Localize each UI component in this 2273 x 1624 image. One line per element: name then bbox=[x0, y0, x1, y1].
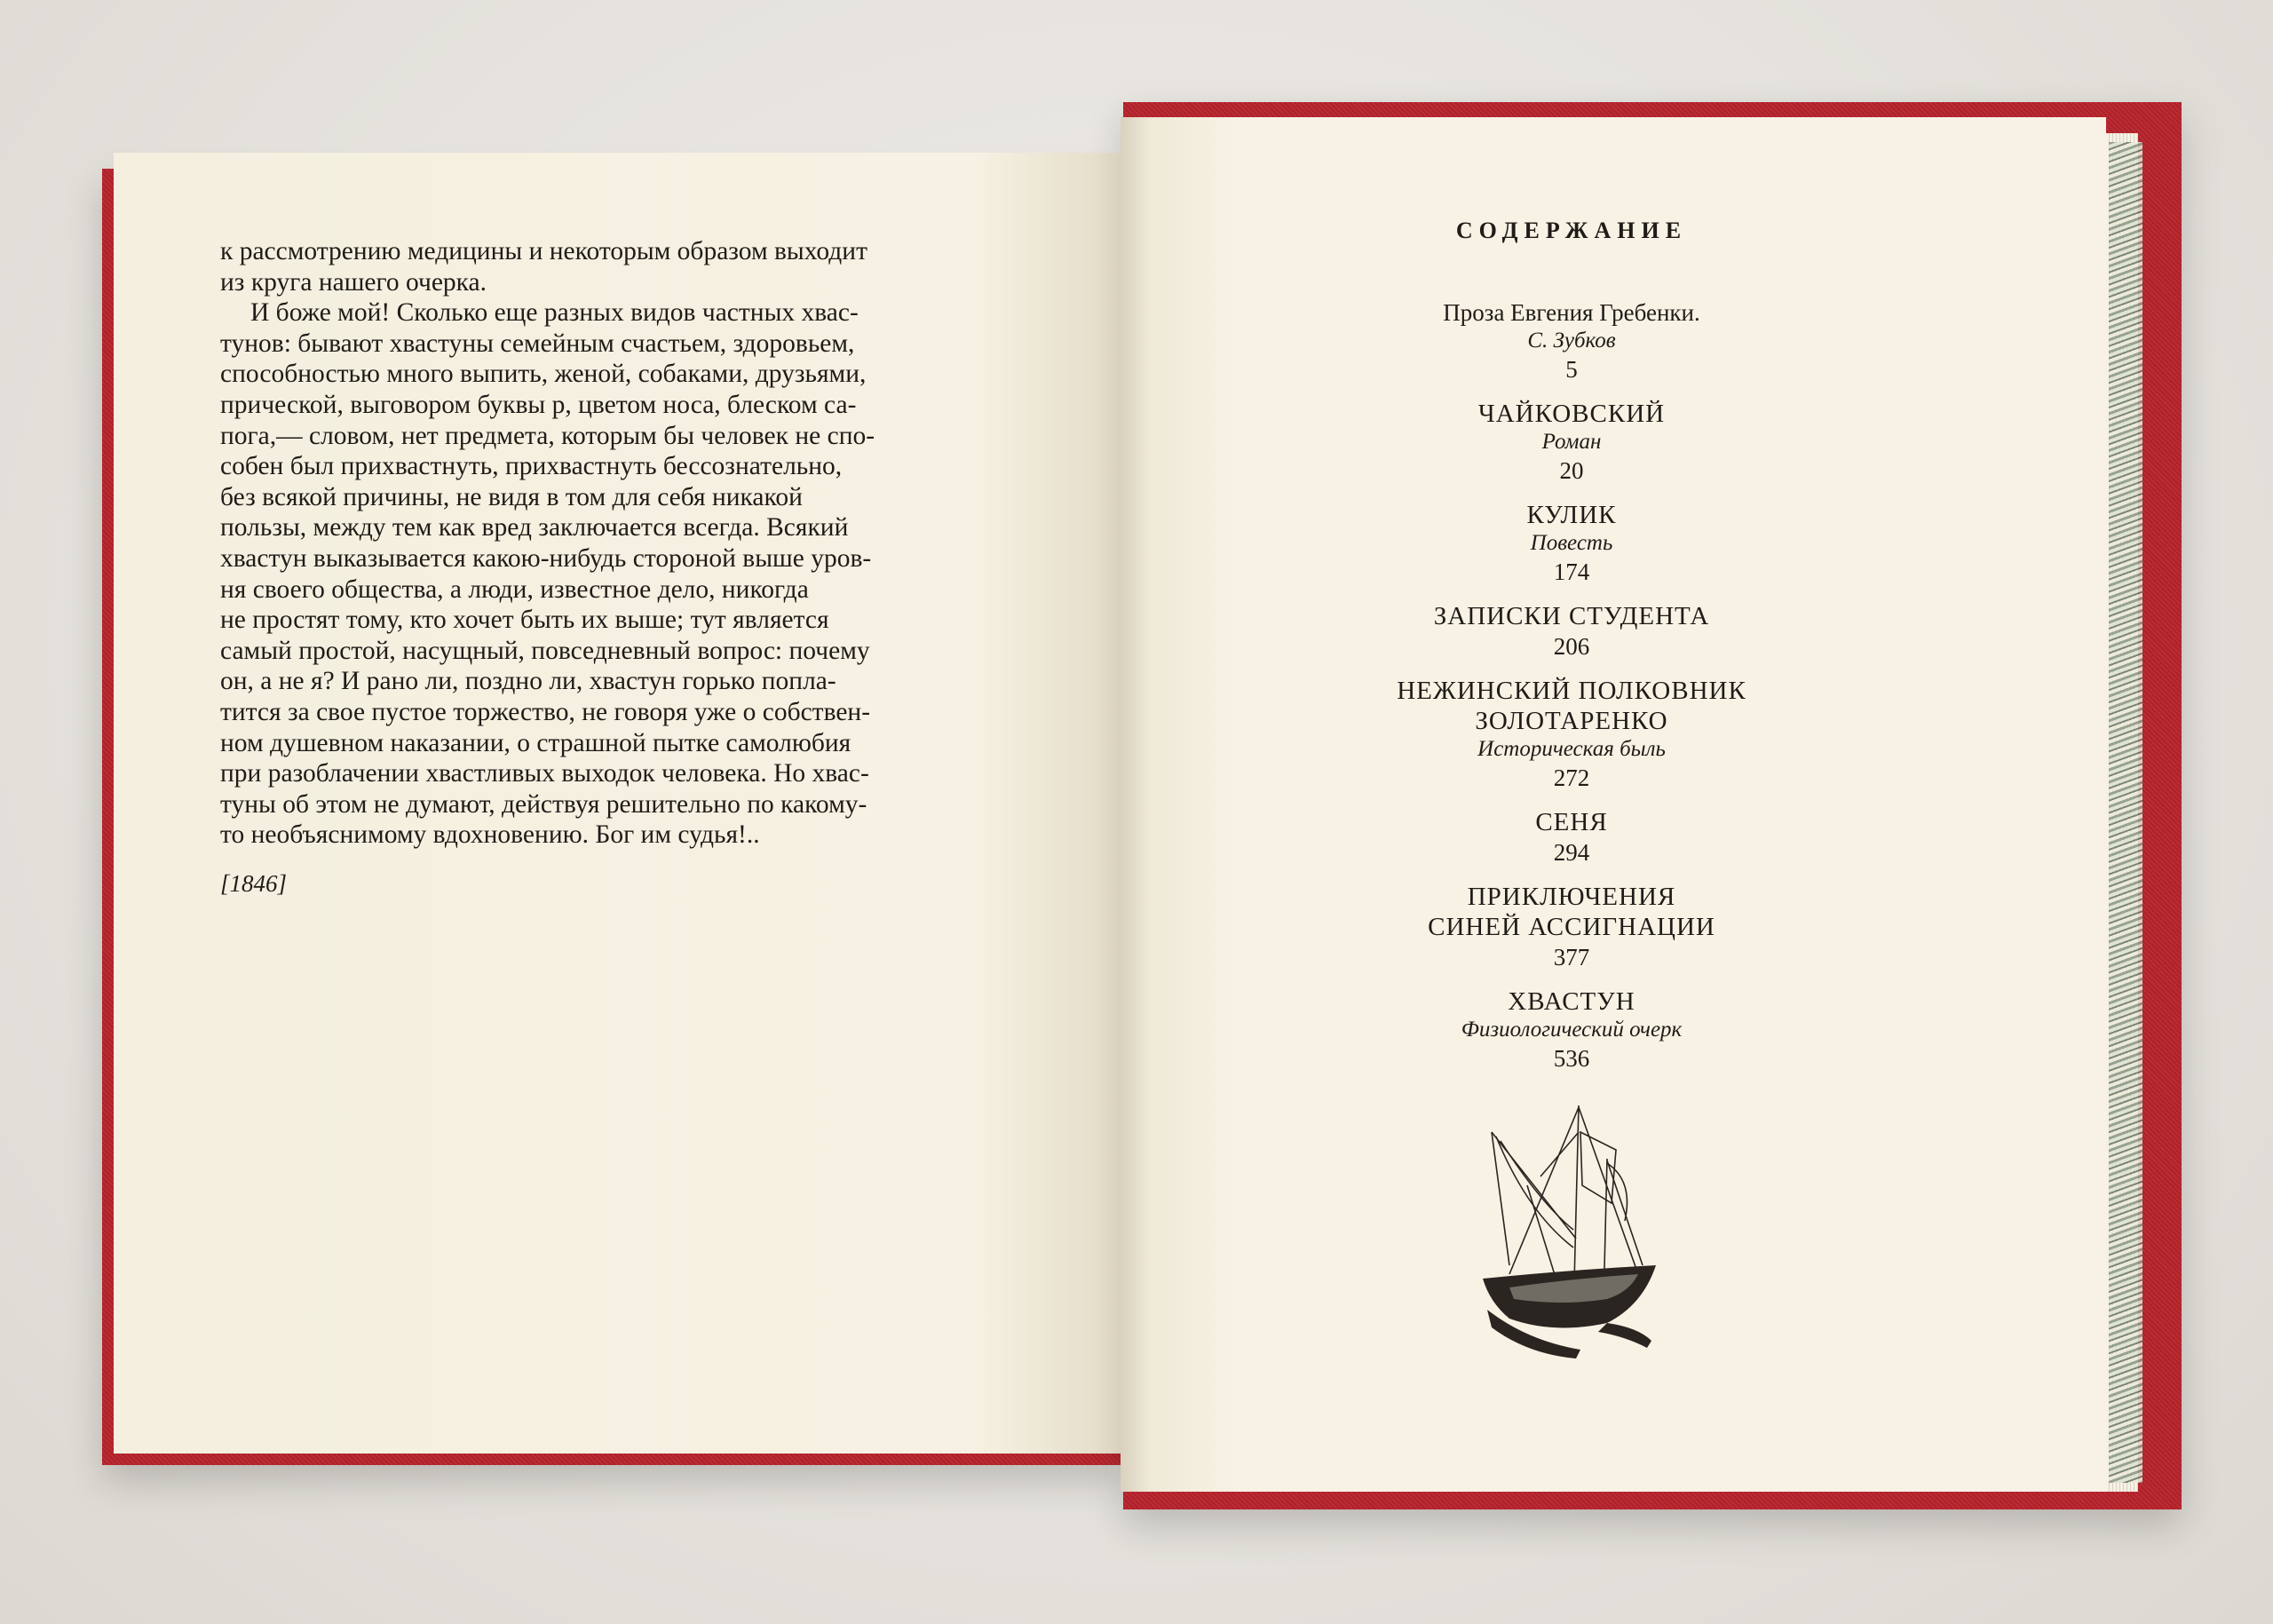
toc-entry-title-line2: СИНЕЙ АССИГНАЦИИ bbox=[1428, 913, 1715, 941]
toc-entry-title-line2: ЗОЛОТАРЕНКО bbox=[1475, 707, 1668, 735]
text-line: самый простой, насущный, повседневный вопрос: почему bbox=[220, 636, 870, 665]
toc-entry-title: СЕНЯ bbox=[1535, 808, 1608, 836]
text-line: он, а не я? И рано ли, поздно ли, хвастун горько попла- bbox=[220, 667, 836, 696]
toc-entry-title: ЧАЙКОВСКИЙ bbox=[1477, 400, 1666, 428]
text-line: то необъяснимому вдохновению. Бог им судья!.. bbox=[220, 820, 760, 850]
toc-entry-title: ЗАПИСКИ СТУДЕНТА bbox=[1433, 602, 1710, 630]
toc-entry-title: Проза Евгения Гребенки. bbox=[1443, 299, 1700, 326]
toc-entry bbox=[1332, 500, 1811, 587]
table-of-contents bbox=[1332, 218, 1811, 1073]
toc-entry-subtitle: Роман bbox=[1541, 430, 1602, 454]
toc-entry-page: 206 bbox=[1553, 633, 1590, 660]
text-line: прической, выговором буквы р, цветом носа, блеском са- bbox=[220, 390, 857, 419]
toc-entry-page: 536 bbox=[1553, 1045, 1590, 1072]
toc-entry-page: 174 bbox=[1553, 558, 1590, 585]
text-line: собен был прихвастнуть, прихвастнуть бессознательно, bbox=[220, 452, 843, 481]
composition-date bbox=[220, 870, 287, 898]
toc-entry-page: 20 bbox=[1559, 457, 1584, 484]
toc-entry-subtitle: С. Зубков bbox=[1527, 329, 1616, 353]
toc-entry-subtitle: Повесть bbox=[1530, 531, 1613, 555]
text-line: пользы, между тем как вред заключается всегда. Всякий bbox=[220, 513, 849, 543]
toc-entry bbox=[1332, 676, 1811, 793]
text-line: туны об этом не думают, действуя решительно по какому- bbox=[220, 789, 867, 819]
toc-entry-page: 272 bbox=[1553, 764, 1590, 791]
toc-entry bbox=[1332, 399, 1811, 486]
ship-illustration bbox=[1474, 1097, 1669, 1363]
text-line: пога,— словом, нет предмета, которым бы человек не спо- bbox=[220, 421, 875, 450]
text-line: тунов: бывают хвастуны семейным счастьем, здоровьем, bbox=[220, 329, 855, 358]
text-line: не простят тому, кто хочет быть их выше; тут является bbox=[220, 606, 829, 635]
marbled-endpaper-edge bbox=[2109, 142, 2142, 1483]
toc-entry-subtitle: Физиологический очерк bbox=[1461, 1018, 1683, 1042]
toc-entry bbox=[1332, 986, 1811, 1073]
toc-title: СОДЕРЖАНИЕ bbox=[1455, 218, 1688, 243]
text-line: к рассмотрению медицины и некоторым образом выходит bbox=[220, 237, 867, 265]
text-line: ня своего общества, а люди, известное дело, никогда bbox=[220, 574, 809, 604]
toc-entry-page: 294 bbox=[1553, 839, 1590, 866]
toc-entry-subtitle: Историческая быль bbox=[1477, 737, 1666, 761]
toc-entry bbox=[1332, 601, 1811, 661]
date-text: [1846] bbox=[220, 870, 288, 897]
toc-entry bbox=[1332, 882, 1811, 972]
toc-entry-title: КУЛИК bbox=[1526, 501, 1617, 529]
toc-entry bbox=[1332, 297, 1811, 384]
text-line: И боже мой! Сколько еще разных видов частных хвас- bbox=[250, 298, 859, 328]
toc-entry-title: ХВАСТУН bbox=[1508, 987, 1635, 1016]
text-line: при разоблачении хвастливых выходок человека. Но хвас- bbox=[220, 759, 869, 788]
toc-entry bbox=[1332, 807, 1811, 867]
toc-entry-title: НЕЖИНСКИЙ ПОЛКОВНИК bbox=[1397, 677, 1746, 705]
text-line: из круга нашего очерка. bbox=[220, 267, 487, 297]
text-line: хвастун выказывается какою-нибудь стороной выше уров- bbox=[220, 543, 872, 573]
text-line: ном душевном наказании, о страшной пытке самолюбия bbox=[220, 728, 851, 757]
toc-entry-page: 377 bbox=[1553, 944, 1590, 970]
text-line: способностью много выпить, женой, собаками, друзьями, bbox=[220, 360, 867, 389]
text-line: тится за свое пустое торжество, не говоря уже о собствен- bbox=[220, 697, 871, 726]
left-page-text bbox=[220, 236, 1019, 851]
toc-entry-page: 5 bbox=[1565, 356, 1578, 383]
toc-entry-title: ПРИКЛЮЧЕНИЯ bbox=[1467, 883, 1676, 911]
text-line: без всякой причины, не видя в том для себя никакой bbox=[220, 482, 803, 511]
